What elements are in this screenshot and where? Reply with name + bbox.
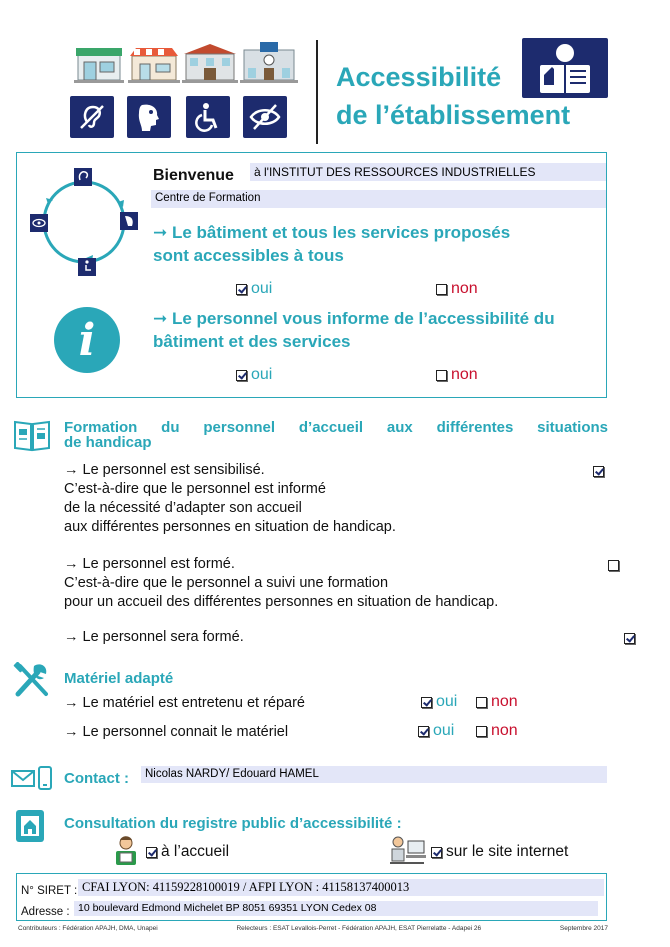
page-title-line2: de l’établissement: [336, 100, 571, 130]
page-title-line1: Accessibilité: [336, 62, 502, 92]
address-label: Adresse :: [21, 906, 70, 918]
building-icons-row: [70, 40, 300, 84]
town-hall-icon: [240, 42, 298, 83]
equipment-item-1-oui-checkbox[interactable]: [421, 697, 432, 708]
shop-icon: [74, 48, 124, 83]
training-item-3: [64, 628, 584, 647]
establishment-type-field[interactable]: Centre de Formation: [151, 190, 606, 208]
cognitive-icon: [127, 96, 171, 138]
q1-non-label: non: [451, 280, 478, 297]
q2-line1: ➞ Le personnel vous informe de l’accessibilité du: [153, 309, 555, 328]
training-title-line2: de handicap: [64, 434, 152, 451]
tools-icon: [12, 662, 52, 698]
training-item-1-line4: aux différentes personnes en situation de handicap.: [64, 519, 396, 535]
training-title-line1: Formation du personnel d’accueil aux différentes situations: [64, 419, 608, 436]
mail-phone-icon: [10, 766, 54, 790]
equipment-item-2-oui[interactable]: [418, 722, 454, 740]
siret-label: N° SIRET :: [21, 885, 78, 897]
book-icon: [12, 418, 52, 452]
training-item-1-line2: C’est-à-dire que le personnel est informé: [64, 481, 326, 497]
registry-web-checkbox[interactable]: [431, 847, 442, 858]
equipment-item-2-non-label: non: [491, 722, 518, 739]
equipment-item-2-non[interactable]: [476, 722, 518, 740]
welcome-heading: Bienvenue: [153, 167, 234, 184]
training-section-title: [64, 420, 608, 450]
contributors-text: Contributeurs : Fédération APAJH, DMA, Unapei: [18, 925, 158, 932]
address-field[interactable]: 10 boulevard Edmond Michelet BP 8051 69351 LYON Cedex 08: [74, 901, 598, 916]
museum-icon: [182, 44, 238, 83]
registry-binder-icon: [14, 808, 46, 844]
computer-user-icon: [388, 835, 426, 865]
header-divider: [316, 40, 318, 144]
q2-oui-label: oui: [251, 366, 273, 383]
question-staff-informs: [153, 307, 603, 353]
training-item-3-checkbox[interactable]: [624, 633, 635, 644]
equipment-item-1-non[interactable]: [476, 693, 518, 711]
training-item-1-line3: de la nécessité d’adapter son accueil: [64, 500, 302, 516]
registry-web-label: sur le site internet: [446, 843, 569, 860]
training-item-2-line3: pour un accueil des différentes personnes en situation de handicap.: [64, 594, 499, 610]
contact-field[interactable]: Nicolas NARDY/ Edouard HAMEL: [141, 766, 607, 783]
registry-web-option[interactable]: [431, 843, 568, 861]
easy-read-reader-icon: [522, 38, 608, 98]
training-item-1-checkbox[interactable]: [593, 466, 604, 477]
equipment-item-2-text: → Le personnel connait le matériel: [64, 724, 289, 740]
contact-label: Contact :: [64, 770, 129, 787]
training-item-1: [64, 461, 584, 537]
market-icon: [128, 48, 180, 83]
q1-non-checkbox[interactable]: [436, 284, 447, 295]
buildings-illustration: [70, 40, 300, 84]
q1-non-option[interactable]: [436, 280, 478, 298]
q1-oui-label: oui: [251, 280, 273, 297]
visually-impaired-icon: [243, 96, 287, 138]
equipment-item-2-oui-checkbox[interactable]: [418, 726, 429, 737]
equipment-item-2-non-checkbox[interactable]: [476, 726, 487, 737]
q2-line2: bâtiment et des services: [153, 332, 351, 351]
date-text: Septembre 2017: [559, 925, 608, 932]
registry-reception-option[interactable]: [146, 843, 229, 861]
question-building-accessible: [153, 221, 510, 267]
siret-field[interactable]: CFAI LYON: 41159228100019 / AFPI LYON : 41158137400013: [78, 879, 604, 896]
deaf-icon: [70, 96, 114, 138]
registry-reception-checkbox[interactable]: [146, 847, 157, 858]
accessibility-cycle-diagram: [28, 164, 140, 280]
q1-oui-option[interactable]: [236, 280, 272, 298]
training-item-2-line1: → Le personnel est formé.: [64, 556, 235, 572]
registry-title: Consultation du registre public d’accessibilité :: [64, 815, 402, 832]
q2-non-checkbox[interactable]: [436, 370, 447, 381]
q1-line2: sont accessibles à tous: [153, 246, 344, 265]
training-item-1-line1: → Le personnel est sensibilisé.: [64, 462, 265, 478]
q2-oui-option[interactable]: [236, 366, 272, 384]
reviewers-text: Relecteurs : ESAT Levallois-Perret - Fédération APAJH, ESAT Pierrelatte - Adapei 26: [236, 925, 482, 932]
registry-reception-label: à l’accueil: [161, 843, 230, 860]
q1-oui-checkbox[interactable]: [236, 284, 247, 295]
reader-person-icon: [112, 835, 140, 867]
training-item-2-checkbox[interactable]: [608, 560, 619, 571]
training-item-2: [64, 555, 604, 612]
equipment-item-1-oui[interactable]: [421, 693, 457, 711]
wheelchair-icon: [186, 96, 230, 138]
training-item-3-line1: → Le personnel sera formé.: [64, 629, 244, 645]
credits-row: [18, 925, 608, 932]
equipment-item-1-oui-label: oui: [436, 693, 458, 710]
q1-line1: ➞ Le bâtiment et tous les services proposés: [153, 223, 511, 242]
equipment-item-1-non-label: non: [491, 693, 518, 710]
equipment-item-1-text: → Le matériel est entretenu et réparé: [64, 695, 305, 711]
info-icon: [54, 307, 120, 373]
equipment-section-title: Matériel adapté: [64, 670, 174, 687]
q2-non-option[interactable]: [436, 366, 478, 384]
equipment-item-2-oui-label: oui: [433, 722, 455, 739]
establishment-name-field[interactable]: à l'INSTITUT DES RESSOURCES INDUSTRIELLES: [250, 163, 606, 181]
q2-non-label: non: [451, 366, 478, 383]
q2-oui-checkbox[interactable]: [236, 370, 247, 381]
training-item-2-line2: C’est-à-dire que le personnel a suivi une formation: [64, 575, 389, 591]
equipment-item-1-non-checkbox[interactable]: [476, 697, 487, 708]
info-glyph: i: [78, 314, 96, 366]
